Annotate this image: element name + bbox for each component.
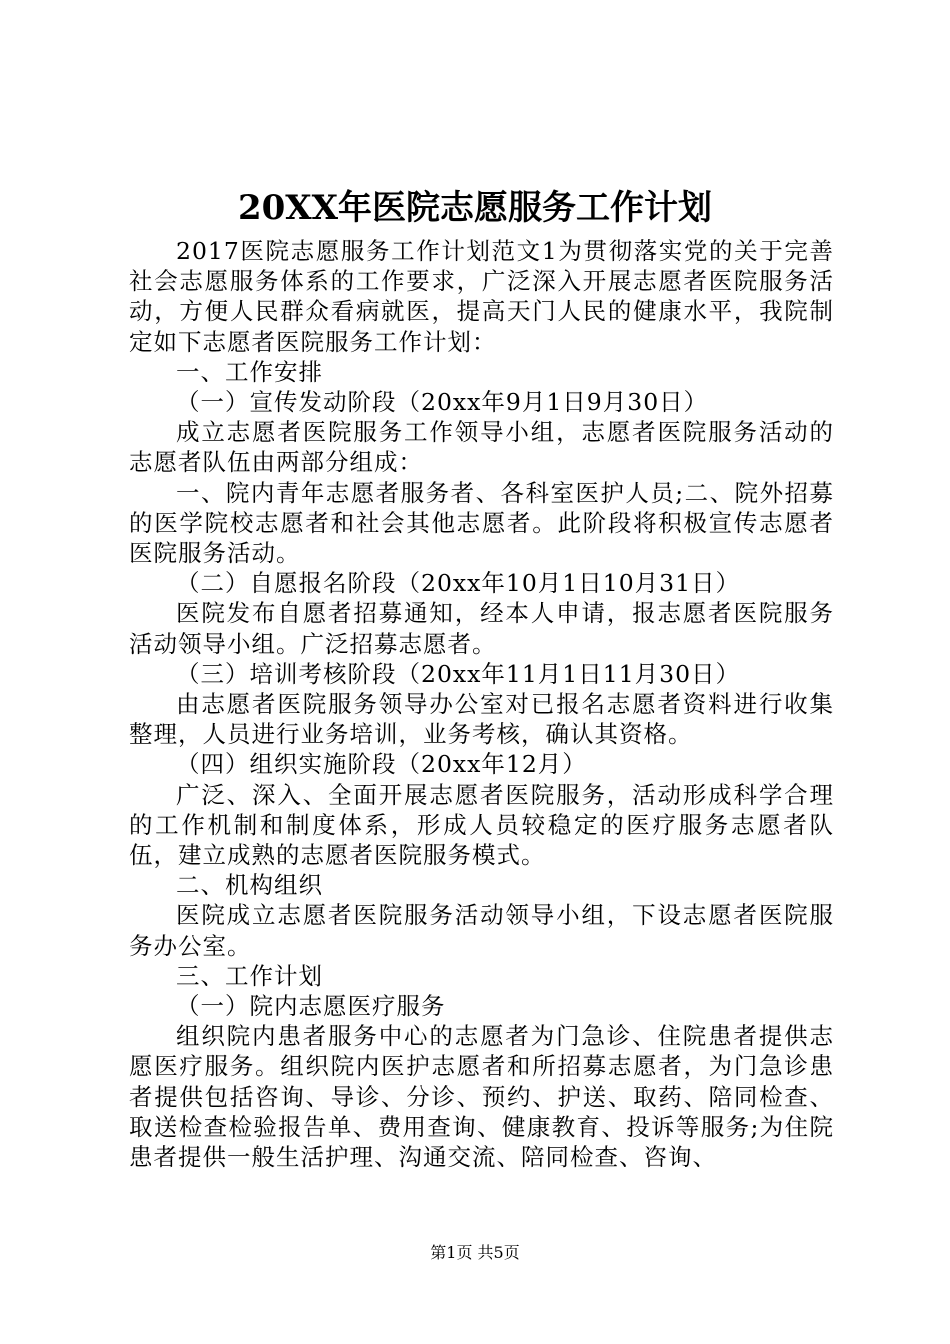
heading-work-arrangement: 一、工作安排 bbox=[176, 357, 323, 386]
heading-work-plan: 三、工作计划 bbox=[176, 961, 323, 990]
paragraph-volunteer-composition: 一、院内青年志愿者服务者、各科室医护人员;二、院外招募的医学院校志愿者和社会其他志愿者。此阶段将积极宣传志愿者医院服务活动。 bbox=[129, 478, 834, 568]
subheading-inhospital-service: （一）院内志愿医疗服务 bbox=[176, 992, 446, 1021]
paragraph-inhospital-service: 组织院内患者服务中心的志愿者为门急诊、住院患者提供志愿医疗服务。组织院内医护志愿者和所招募志愿者，为门急诊患者提供包括咨询、导诊、分诊、预约、护送、取药、陪同检查、取送检查检验报告单、费用查询、健康教育、投诉等服务;为住院患者提供一般生活护理、沟通交流、陪同检查、咨询、 bbox=[129, 1022, 834, 1172]
subheading-registration-stage: （二）自愿报名阶段（20xx年10月1日10月31日） bbox=[176, 569, 741, 598]
paragraph-publicity-stage: 成立志愿者医院服务工作领导小组，志愿者医院服务活动的志愿者队伍由两部分组成： bbox=[129, 418, 834, 477]
paragraph-training-stage: 由志愿者医院服务领导办公室对已报名志愿者资料进行收集整理，人员进行业务培训，业务考核，确认其资格。 bbox=[129, 690, 834, 749]
paragraph-intro: 2017医院志愿服务工作计划范文1为贯彻落实党的关于完善社会志愿服务体系的工作要求，广泛深入开展志愿者医院服务活动，方便人民群众看病就医，提高天门人民的健康水平，我院制定如下志愿者医院服务工作计划： bbox=[129, 237, 834, 356]
heading-organization: 二、机构组织 bbox=[176, 871, 323, 900]
paragraph-implementation-stage: 广泛、深入、全面开展志愿者医院服务，活动形成科学合理的工作机制和制度体系，形成人员较稳定的医疗服务志愿者队伍，建立成熟的志愿者医院服务模式。 bbox=[129, 780, 834, 870]
paragraph-organization: 医院成立志愿者医院服务活动领导小组，下设志愿者医院服务办公室。 bbox=[129, 901, 834, 960]
page-footer: 第1页 共5页 bbox=[430, 1243, 520, 1262]
paragraph-registration-stage: 医院发布自愿者招募通知，经本人申请，报志愿者医院服务活动领导小组。广泛招募志愿者。 bbox=[129, 599, 834, 658]
subheading-publicity-stage: （一）宣传发动阶段（20xx年9月1日9月30日） bbox=[176, 388, 709, 417]
document-body bbox=[129, 236, 834, 1172]
subheading-implementation-stage: （四）组织实施阶段（20xx年12月） bbox=[176, 750, 587, 779]
subheading-training-stage: （三）培训考核阶段（20xx年11月1日11月30日） bbox=[176, 659, 741, 688]
document-title: 20XX年医院志愿服务工作计划 bbox=[237, 188, 713, 228]
